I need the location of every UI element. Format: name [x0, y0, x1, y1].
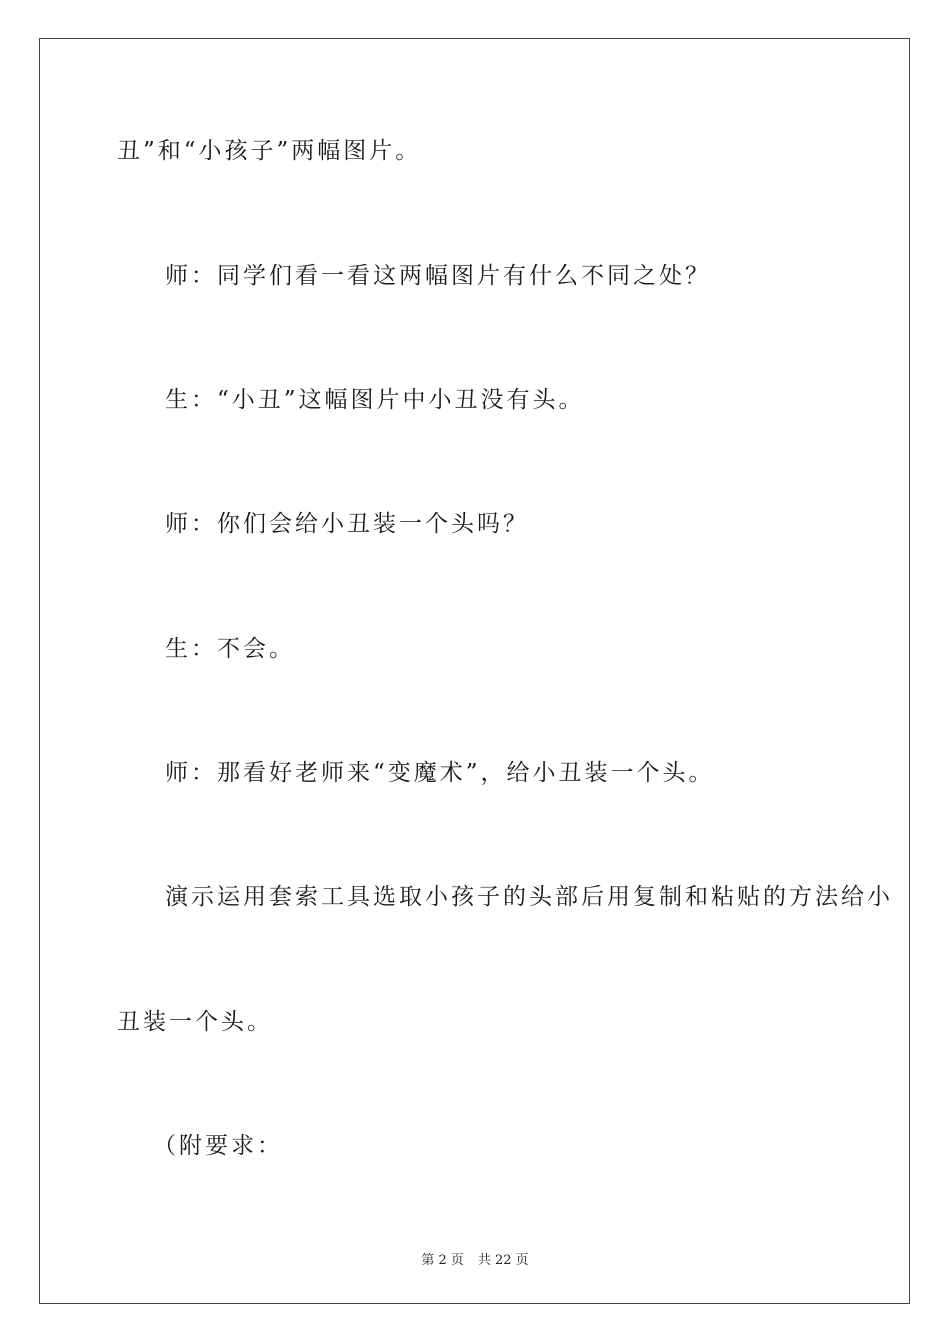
- paragraph-line-6: 师：那看好老师来“变魔术”，给小丑装一个头。: [165, 760, 715, 786]
- page-frame: [39, 38, 910, 1304]
- paragraph-line-8: 丑装一个头。: [117, 1009, 273, 1035]
- paragraph-line-3: 生：“小丑”这幅图片中小丑没有头。: [165, 387, 585, 413]
- paragraph-line-1: 丑”和“小孩子”两幅图片。: [117, 138, 422, 164]
- page-total: 共 22 页: [477, 1253, 529, 1268]
- paragraph-line-9: （附要求：: [153, 1133, 283, 1159]
- paragraph-line-7: 演示运用套索工具选取小孩子的头部后用复制和粘贴的方法给小: [165, 884, 893, 910]
- paragraph-line-4: 师：你们会给小丑装一个头吗？: [165, 511, 529, 537]
- paragraph-line-5: 生：不会。: [165, 636, 295, 662]
- paragraph-line-2: 师：同学们看一看这两幅图片有什么不同之处？: [165, 263, 711, 289]
- page-footer: [0, 1249, 950, 1268]
- page-number: 第 2 页: [421, 1253, 464, 1268]
